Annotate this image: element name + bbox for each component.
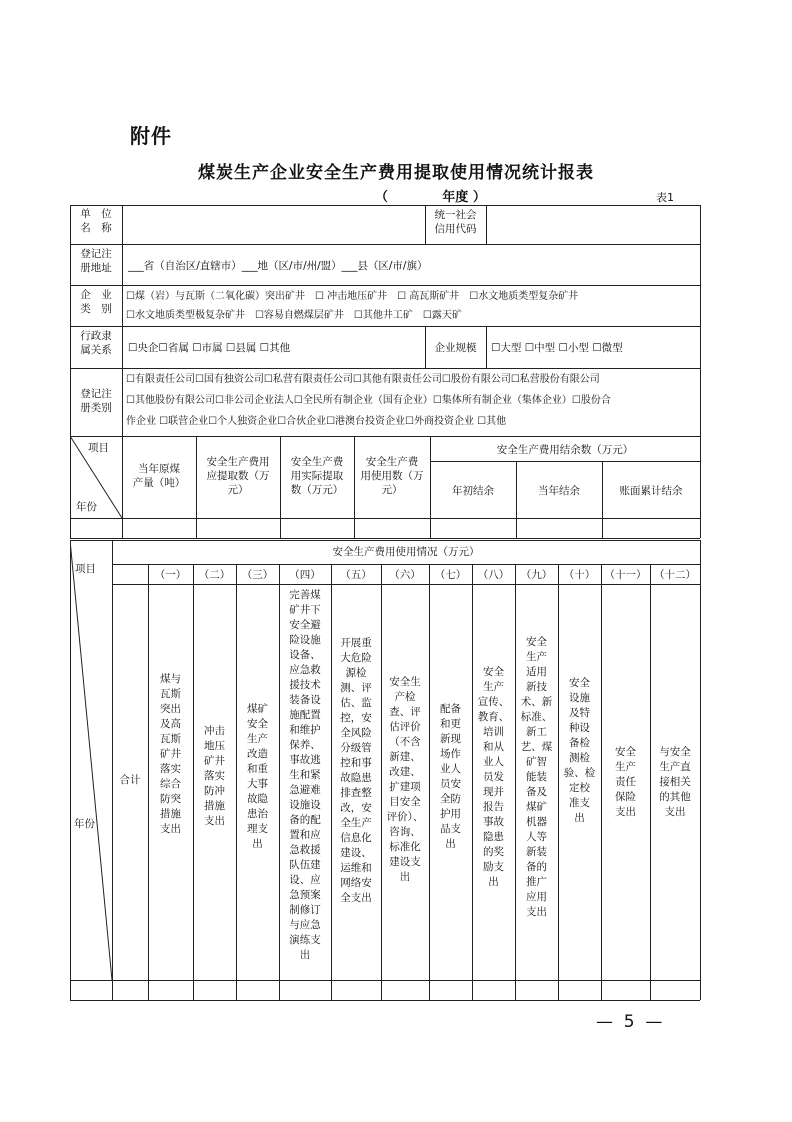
usage-col-text-3: 煤矿 安全 生产 改造 和重 大事 故隐 患治 理支 出 bbox=[247, 703, 268, 850]
t2-year-label: 年份 bbox=[76, 501, 97, 513]
usage-col-no-2: （二） bbox=[198, 569, 231, 581]
reg-type-options-1: ☐有限责任公司☐国有独资公司☐私营有限责任公司☐其他有限责任公司☐股份有限公司☐私营股份有限公司 bbox=[126, 374, 600, 385]
admin-affiliation-options: ☐央企☐省属 ☐市属 ☐县属 ☐其他 bbox=[128, 342, 291, 354]
usage-col-text-8: 安全 生产 宣传、 教育、 培训 和从 业人 员发 现并 报告 事故 隐患 的奖 励支 出 bbox=[477, 666, 510, 888]
report-year: （ 年度 ） bbox=[375, 190, 486, 205]
reg-type-label: 登记注 册类别 bbox=[80, 388, 112, 415]
usage-col-no-8: （八） bbox=[477, 569, 510, 581]
fee-should-extract-header: 安全生产费用 应提取数（万 元） bbox=[206, 456, 270, 497]
attachment-label: 附件 bbox=[130, 124, 172, 148]
usage-col-no-3: （三） bbox=[241, 569, 274, 581]
t3-year-label: 年份 bbox=[74, 818, 95, 830]
usage-col-no-7: （七） bbox=[434, 569, 467, 581]
enterprise-category-options-2: ☐水文地质类型极复杂矿井 ☐容易自燃煤层矿井 ☐其他井工矿 ☐露天矿 bbox=[126, 310, 462, 321]
enterprise-category-label: 企 业 类 别 bbox=[80, 289, 112, 316]
enterprise-category-options-1: ☐煤（岩）与瓦斯（二氧化碳）突出矿井 ☐ 冲击地压矿井 ☐ 高瓦斯矿井 ☐水文地质类型复杂矿井 bbox=[126, 291, 579, 302]
admin-affiliation-label: 行政隶 属关系 bbox=[80, 330, 112, 357]
usage-col-text-9: 安全 生产 适用 新技 术、新 标准、 新工 艺、煤 矿智 能装 备及 煤矿 机器 人等 新装 备的 推广 应用 支出 bbox=[520, 636, 553, 918]
raw-coal-output-header: 当年原煤 产量（吨） bbox=[132, 463, 186, 490]
reg-address-label: 登记注 册地址 bbox=[80, 248, 112, 275]
usage-col-no-9: （九） bbox=[520, 569, 553, 581]
usage-col-text-4: 完善煤 矿井下 安全避 险设施 设备、 应急救 援技术 装备设 施配置 和维护 保养、 事故逃 生和紧 急避难 设施设 备的配 置和应 急救援 队伍建 设、应 急预案 制修订 与应急 演练支 出 bbox=[289, 589, 321, 961]
reg-type-options-3: 作企业 ☐联营企业☐个人独资企业☐合伙企业☐港澳台投资企业☐外商投资企业 ☐其他 bbox=[126, 416, 507, 427]
balance-cumulative-header: 账面累计结余 bbox=[619, 485, 683, 497]
fee-used-header: 安全生产费 用使用数（万 元） bbox=[360, 456, 424, 497]
usage-col-text-10: 安全 设施 及特 种设 备检 测检 验、检 定校 准支 出 bbox=[563, 677, 596, 824]
usage-col-text-5: 开展重 大危险 源检 测、评 估、监 控，安 全风险 分级管 控和事 故隐患 排查整 改，安 全生产 信息化 建设、 运维和 网络安 全支出 bbox=[340, 637, 372, 904]
enterprise-scale-options: ☐大型 ☐中型 ☐小型 ☐微型 bbox=[491, 342, 623, 354]
usage-col-no-1: （一） bbox=[154, 569, 187, 581]
fee-actual-extract-header: 安全生产费 用实际提取 数（万元） bbox=[290, 456, 344, 497]
diagonal-header-line bbox=[70, 540, 112, 980]
usage-col-no-11: （十一） bbox=[604, 569, 647, 581]
reg-type-options-2: ☐其他股份有限公司☐非公司企业法人☐全民所有制企业（国有企业）☐集体所有制企业（集体企业）☐股份合 bbox=[126, 395, 611, 406]
unit-name-label: 单 位 名 称 bbox=[80, 208, 112, 235]
usage-col-no-6: （六） bbox=[389, 569, 421, 581]
page-number: — 5 — bbox=[596, 1012, 663, 1032]
usage-col-text-12: 与安全 生产直 接相关 的其他 支出 bbox=[659, 746, 691, 818]
usage-col-text-6: 安全生 产检 查、评 估评价 （不含 新建、 改建、 扩建项 目安全 评价）、 咨询、 标准化 建设支 出 bbox=[386, 676, 424, 883]
usage-total-header: 合计 bbox=[119, 774, 141, 786]
usage-col-no-12: （十二） bbox=[654, 569, 696, 581]
usage-col-text-11: 安全 生产 责任 保险 支出 bbox=[615, 746, 636, 818]
fee-usage-header: 安全生产费用使用情况（万元） bbox=[332, 546, 480, 558]
t3-item-label: 项目 bbox=[75, 563, 96, 575]
table-number: 表1 bbox=[656, 191, 674, 204]
t2-item-label: 项目 bbox=[88, 442, 109, 454]
usage-col-no-4: （四） bbox=[289, 569, 321, 581]
usage-col-text-1: 煤与 瓦斯 突出 及高 瓦斯 矿井 落实 综合 防突 措施 支出 bbox=[160, 673, 181, 835]
balance-current-header: 当年结余 bbox=[538, 485, 580, 497]
balance-begin-header: 年初结余 bbox=[452, 485, 494, 497]
usage-col-text-7: 配备 和更 新现 场作 业人 员安 全防 护用 品支 出 bbox=[440, 703, 461, 850]
reg-address-value: ___省（自治区/直辖市）___地（区/市/州/盟）___县（区/市/旗） bbox=[128, 260, 428, 272]
usage-col-no-5: （五） bbox=[340, 569, 372, 581]
enterprise-scale-label: 企业规模 bbox=[434, 342, 477, 354]
report-title: 煤炭生产企业安全生产费用提取使用情况统计报表 bbox=[198, 163, 594, 183]
fee-balance-header: 安全生产费用结余数（万元） bbox=[496, 444, 634, 456]
usage-col-no-10: （十） bbox=[563, 569, 596, 581]
credit-code-label: 统一社会 信用代码 bbox=[434, 209, 477, 236]
usage-col-text-2: 冲击 地压 矿井 落实 防冲 措施 支出 bbox=[204, 725, 225, 827]
